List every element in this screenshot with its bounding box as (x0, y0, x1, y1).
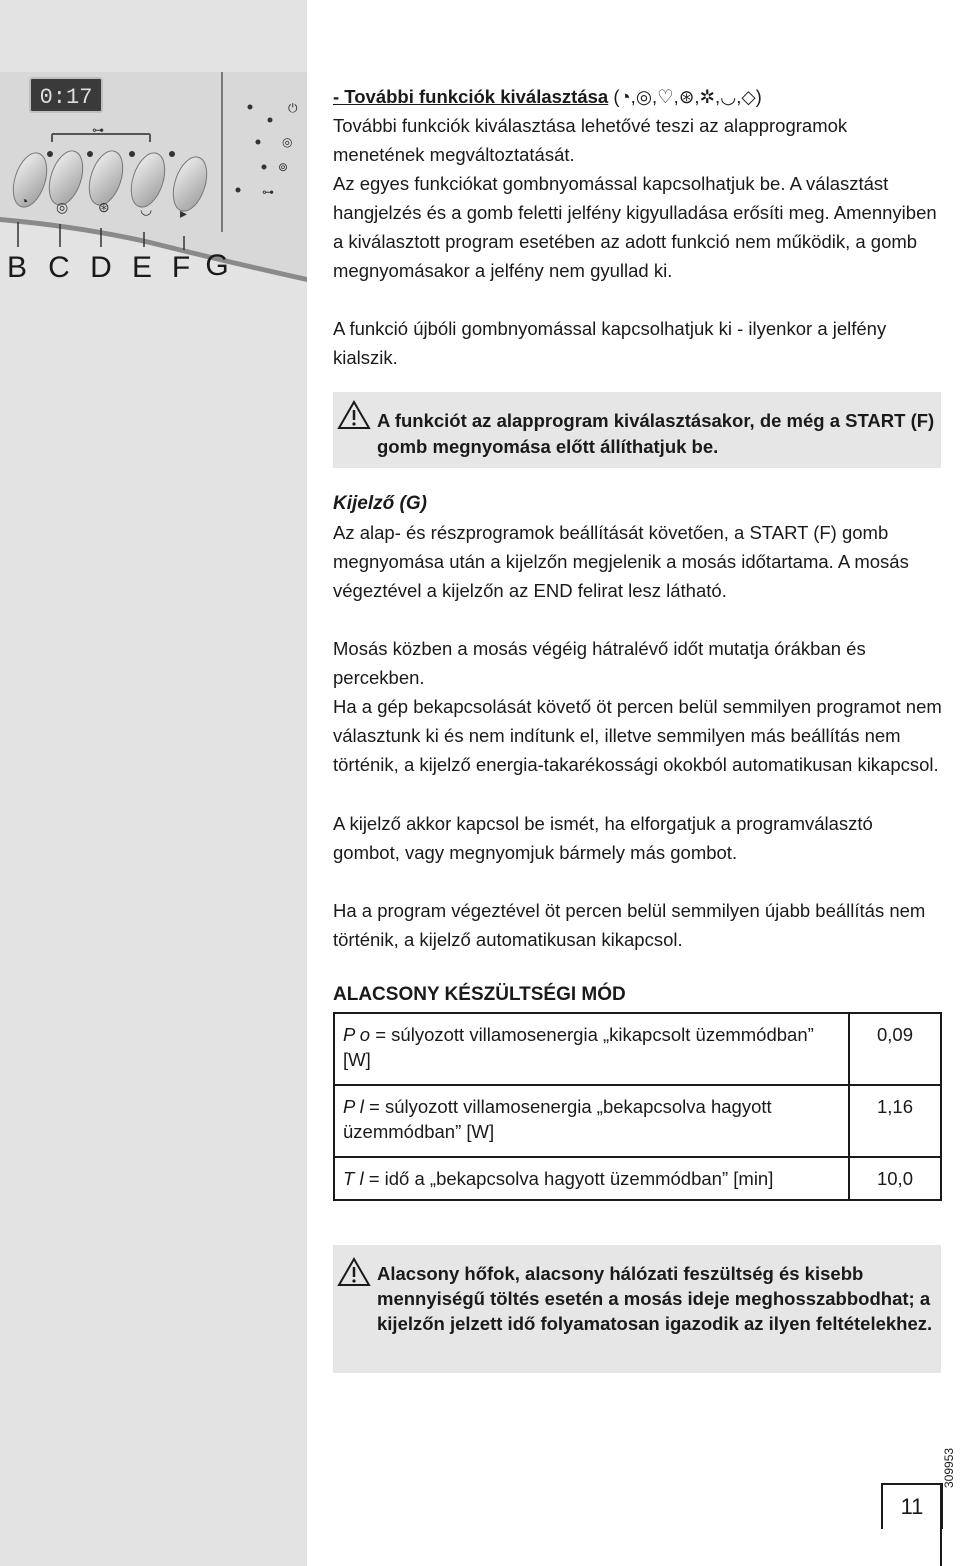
table-row (334, 1157, 941, 1200)
label-d: D (90, 251, 112, 284)
label-b: B (6, 251, 28, 284)
led-d (129, 151, 135, 157)
label-text: = idő a „bekapcsolva hagyott üzemmódban” [min] (363, 1168, 774, 1189)
led-e (169, 151, 175, 157)
functions-paragraph-3: A funkció újbóli gombnyomással kapcsolhatjuk ki - ilyenkor a jelfény kialszik. (333, 318, 887, 368)
table-row (334, 1013, 941, 1085)
label-g: G (205, 249, 229, 282)
label-text: = súlyozott villamosenergia „bekapcsolva hagyott üzemmódban” [W] (343, 1096, 772, 1142)
document-code (940, 1428, 960, 1490)
table-cell-label (334, 1013, 849, 1085)
warning-text-2: Alacsony hőfok, alacsony hálózati feszültség és kisebb mennyiségű töltés esetén a mosás ideje meghosszabbodhat; a kijelzőn jelzett idő folyamatosan igazodik az ilyen feltételekhez. (377, 1263, 933, 1334)
functions-title (333, 82, 762, 111)
warning-icon (337, 400, 371, 430)
label-c: C (48, 251, 70, 284)
standby-table (333, 1012, 942, 1201)
rinse-icon: ⊛ (98, 199, 110, 215)
table-cell-value: 0,09 (849, 1013, 941, 1085)
control-panel-drawing (0, 72, 307, 300)
table-row (334, 1085, 941, 1157)
label-f: F (171, 251, 191, 284)
display-digits: 0:17 (39, 85, 93, 110)
power-icon: ⏻ (288, 101, 298, 115)
display-paragraph-1: Az alap- és részprogramok beállítását követően, a START (F) gomb megnyomása után a kijelzőn megjelenik a mosás időtartama. A mosás végeztével a kijelzőn az END felirat lesz látható. (333, 522, 909, 601)
led-b (47, 151, 53, 157)
table-cell-value: 1,16 (849, 1085, 941, 1157)
page-edge-line (940, 1483, 942, 1566)
page-number-box (881, 1483, 943, 1529)
display-paragraph-3: Ha a gép bekapcsolását követő öt percen belül semmilyen programot nem választunk ki és nem indítunk el, illetve semmilyen más beállítás nem történik, a kijelző energia-takarékossági okokból automatikusan kikapcsol. (333, 696, 942, 775)
warning-text-1: A funkciót az alapprogram kiválasztásakor, de még a START (F) gomb megnyomása előtt állíthatjuk be. (377, 410, 935, 457)
symbol-p-l: P l (343, 1096, 364, 1117)
display-heading: Kijelző (G) (333, 493, 427, 514)
symbol-t-l: T l (343, 1168, 364, 1189)
standby-heading: ALACSONY KÉSZÜLTSÉGI MÓD (333, 984, 626, 1005)
functions-title-text: - További funkciók kiválasztása (333, 86, 609, 107)
temp-icon: ◡ (140, 201, 153, 217)
warning-box-2 (333, 1245, 941, 1373)
functions-paragraph-1: További funkciók kiválasztása lehetővé teszi az alapprogramok menetének megváltoztatását. (333, 115, 848, 165)
label-e: E (131, 251, 153, 284)
wash-icon: ◎ (282, 135, 293, 149)
display-paragraph-5: Ha a program végeztével öt percen belül semmilyen újabb beállítás nem történik, a kijelző automatikusan kikapcsol. (333, 900, 926, 950)
warning-box-1 (333, 392, 941, 468)
document-code-text: 309953 (942, 1447, 956, 1488)
table-cell-value: 10,0 (849, 1157, 941, 1200)
warning-icon (337, 1257, 371, 1287)
functions-title-icons: (◔,◎,♡,⊛,✲,◡,◇) (613, 86, 762, 107)
key-icon: ⊶ (92, 123, 104, 137)
start-icon: ▸ (180, 205, 188, 221)
rinse-phase-icon: ⊚ (278, 160, 289, 174)
spin-icon: ◎ (56, 199, 69, 215)
delay-icon: ◔ (20, 193, 29, 209)
display-paragraph-2: Mosás közben a mosás végéig hátralévő időt mutatja órákban és percekben. (333, 638, 866, 688)
symbol-p-o: P o (343, 1024, 371, 1045)
label-text: = súlyozott villamosenergia „kikapcsolt üzemmódban” [W] (343, 1024, 814, 1070)
functions-paragraph-2: Az egyes funkciókat gombnyomással kapcsolhatjuk be. A választást hangjelzés és a gomb feletti jelfény kigyulladása erősíti meg. Amennyiben a kiválasztott program esetében az adott funkció nem működik, a gomb megnyomásakor a jelfény nem gyullad ki. (333, 173, 937, 281)
table-cell-label (334, 1157, 849, 1200)
display-paragraph-4: A kijelző akkor kapcsol be ismét, ha elforgatjuk a programválasztó gombot, vagy megnyomjuk bármely más gombot. (333, 813, 873, 863)
lock-icon: ⊶ (262, 185, 274, 199)
control-panel-illustration (0, 72, 307, 300)
led-c (87, 151, 93, 157)
page-number: 11 (900, 1494, 924, 1519)
table-cell-label (334, 1085, 849, 1157)
